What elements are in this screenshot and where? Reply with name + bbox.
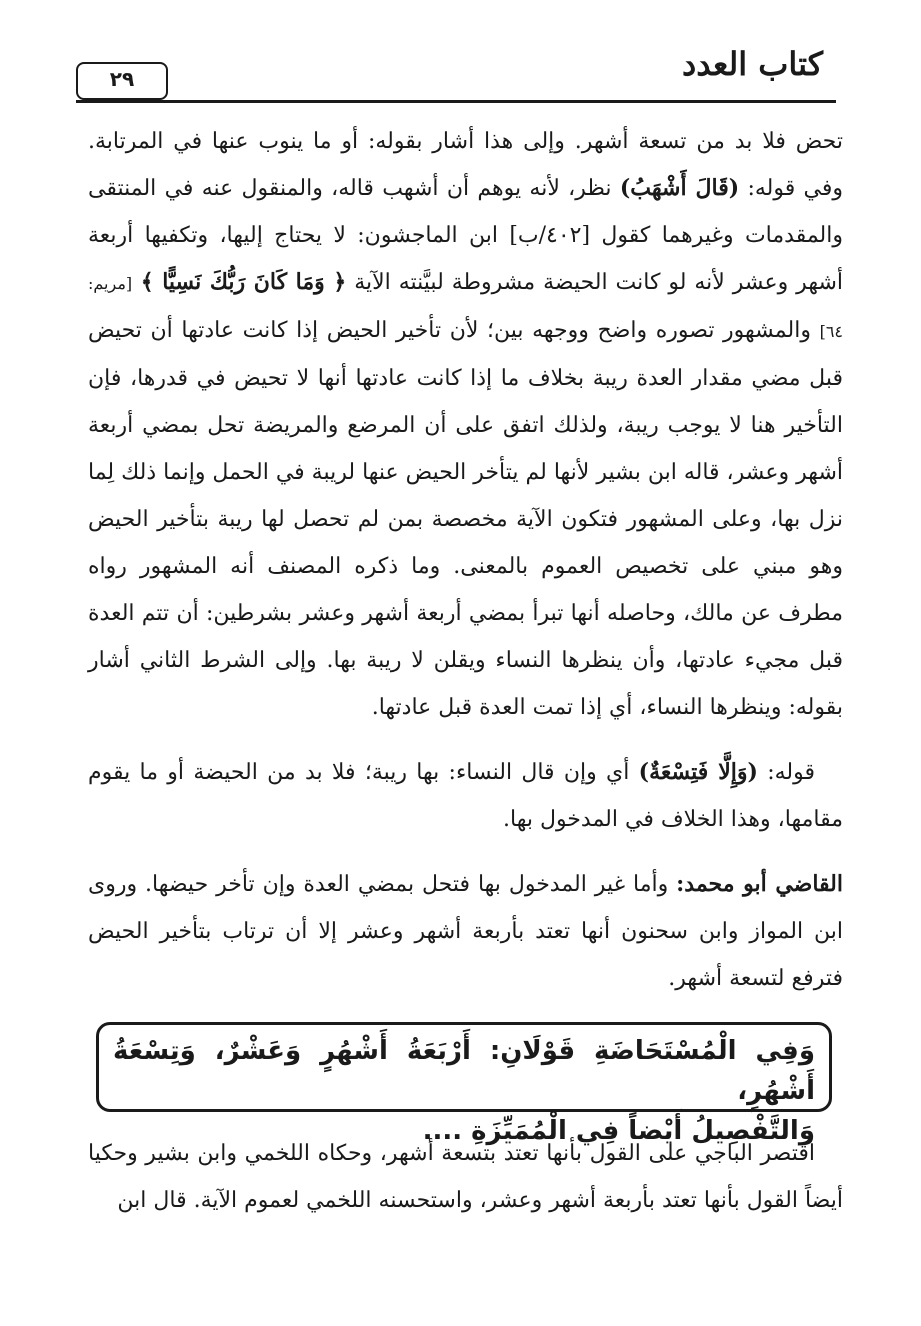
header-rule xyxy=(76,100,836,103)
quran-verse: ﴿ وَمَا كَانَ رَبُّكَ نَسِيًّا ﴾ xyxy=(132,269,347,295)
matn-box xyxy=(96,1022,832,1146)
paragraph-2-after-quote: أي وإن قال النساء: بها ريبة؛ فلا بد من الحيضة أو ما يقوم مقامها، وهذا الخلاف في المدخول بها. xyxy=(88,760,843,832)
running-title: كتاب العدد xyxy=(681,45,823,83)
commentary-block-1 xyxy=(88,118,843,1002)
paragraph-1-after-quote: نظر، لأنه يوهم أن أشهب قاله، والمنقول عنه في المنتقى والمقدمات وغيرهما كقول [٤٠٢/ب] ابن الماجشون: لا يحتاج إليها، وتكفيها أربعة أشهر وعشر لأنه لو كانت الحيضة مشروطة لبيَّنته الآية xyxy=(88,176,844,295)
quote-qadi-abu-muhammad: القاضي أبو محمد: xyxy=(676,871,843,897)
paragraph-1-rest: والمشهور تصوره واضح ووجهه بين؛ لأن تأخير الحيض إذا كانت عادتها أن تحيض قبل مضي مقدار العدة ريبة بخلاف ما إذا كانت عادتها أنها لا تحيض في قدرها، فإن التأخير هنا لا يوجب ريبة، ولذلك اتفق على أن المرضع والمريضة تحل بمضي أربعة أشهر وعشر، قاله ابن بشير لأنها لم يتأخر الحيض عنها لريبة في الحمل وإنما ذلك لِما نزل بها، وعلى المشهور فتكون الآية مخصصة بمن لم تحصل لها ريبة بتأخير الحيض وهو مبني على تخصيص العموم بالمعنى. وما ذكره المصنف أنه المشهور رواه مطرف عن مالك، وحاصله أنها تبرأ بمضي أربعة أشهر وعشر بشرطين: أن تتم العدة قبل مجيء عادتها، وأن ينظرها النساء ويقلن لا ريبة بها. وإلى الشرط الثاني أشار بقوله: وينظرها النساء، أي إذا تمت العدة قبل عادتها. xyxy=(88,318,843,720)
page-number: ٢٩ xyxy=(76,62,168,100)
paragraph-1 xyxy=(88,118,843,731)
paragraph-2 xyxy=(88,749,843,843)
paragraph-3-after-quote: وأما غير المدخول بها فتحل بمضي العدة وإن تأخر حيضها. وروى ابن المواز وابن سحنون أنها تعتد بأربعة أشهر وعشر إلا أن ترتاب بتأخير الحيض فترفع لتسعة أشهر. xyxy=(88,872,843,991)
verse-reference: [مريم: ٦٤] xyxy=(88,274,843,341)
matn-line-2: وَالتَّفْصِيلُ أَيْضاً فِي الْمُمَيِّزَةِ .... xyxy=(422,1116,815,1146)
commentary-block-2 xyxy=(88,1130,843,1224)
paragraph-after-matn: اقتصر الباجي على القول بأنها تعتد بتسعة أشهر، وحكاه اللخمي وابن بشير وحكيا أيضاً القول بأنها تعتد بأربعة أشهر وعشر، واستحسنه اللخمي لعموم الآية. قال ابن xyxy=(88,1141,843,1213)
quote-ashhab: (قَالَ أَشْهَبُ) xyxy=(619,175,740,201)
paragraph-1-lines: تحض فلا بد من تسعة أشهر. وإلى هذا أشار بقوله: أو ما ينوب عنها في المرتابة. وفي قوله: xyxy=(88,129,843,201)
matn-line-1: وَفِي الْمُسْتَحَاضَةِ قَوْلَانِ: أَرْبَعَةُ أَشْهُرٍ وَعَشْرٌ، وَتِسْعَةُ أَشْهُرٍ، xyxy=(113,1036,815,1106)
quote-wa-illa: (وَإِلَّا فَتِسْعَةٌ) xyxy=(638,759,758,785)
paragraph-3 xyxy=(88,861,843,1002)
paragraph-2-lead: قوله: xyxy=(757,760,815,785)
